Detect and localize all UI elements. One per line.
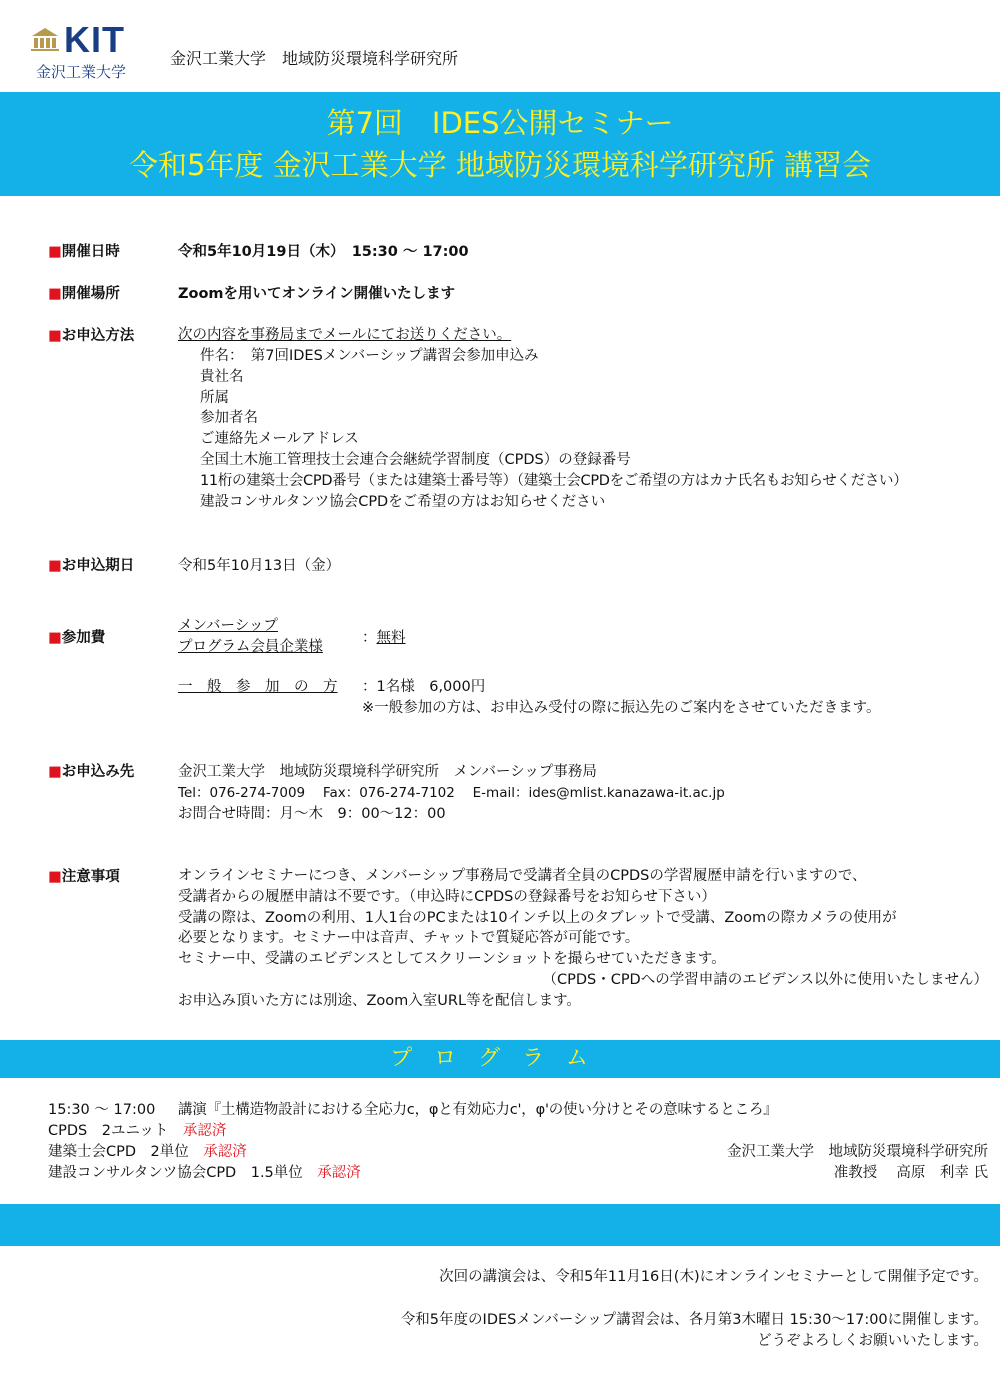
status-badge: 承認済 <box>182 1123 227 1139</box>
deadline-value: 令和5年10月13日（金） <box>178 558 341 574</box>
footer-schedule: 令和5年度のIDESメンバーシップ講習会は、各月第3木曜日 15:30～17:00に開催します。 <box>400 1312 988 1328</box>
seminar-title: 第7回 IDES公開セミナー <box>326 106 674 140</box>
note-line: 受講の際は、Zoomの利用、1人1台のPCまたは10インチ以上のタブレットで受講、Zoomの際カメラの使用が <box>178 909 897 926</box>
kit-emblem-icon <box>30 26 60 52</box>
credit-cpds: CPDS 2ユニット 承認済 <box>48 1123 227 1139</box>
fee-general-label: 一 般 参 加 の 方 <box>178 679 338 695</box>
note-line: オンラインセミナーにつき、メンバーシップ事務局で受講者全員のCPDSの学習履歴申請を行いますので、 <box>178 868 867 884</box>
footer-next: 次回の講演会は、令和5年11月16日(木)にオンラインセミナーとして開催予定です。 <box>439 1269 988 1285</box>
credit-consultants-cpd: 建設コンサルタンツ協会CPD 1.5単位 承認済 <box>48 1165 361 1181</box>
date-value: 令和5年10月19日（木） 15:30 ～ 17:00 <box>178 244 469 260</box>
note-line: 受講者からの履歴申請は不要です。（申込時にCPDSの登録番号をお知らせ下さい） <box>178 888 716 905</box>
header-institute: 金沢工業大学 地域防災環境科学研究所 <box>170 49 459 68</box>
venue-label: ■開催場所 <box>48 286 120 302</box>
speaker-affiliation: 金沢工業大学 地域防災環境科学研究所 <box>727 1144 988 1160</box>
notes-label: ■注意事項 <box>48 869 120 885</box>
deadline-label: ■お申込期日 <box>48 558 135 574</box>
fee-member-value: ：無料 <box>362 630 406 646</box>
list-item: 建設コンサルタンツ協会CPDをご希望の方はお知らせください <box>200 493 606 510</box>
kit-logo <box>28 20 148 84</box>
logo-text: KIT <box>64 19 125 60</box>
apply-method-list <box>200 346 1000 512</box>
list-item: 貴社名 <box>200 368 244 385</box>
note-line: セミナー中、受講のエビデンスとしてスクリーンショットを撮らせていただきます。 <box>178 951 726 968</box>
speaker-name: 准教授 高原 利幸 氏 <box>833 1165 988 1181</box>
fee-member-line1: メンバーシップ <box>178 618 278 634</box>
apply-method-intro: 次の内容を事務局までメールにてお送りください。 <box>178 327 512 343</box>
bottom-bar <box>0 1204 1000 1246</box>
contact-hours: お問合せ時間：月～木 9：00～12：00 <box>178 806 446 822</box>
program-title: プログラム <box>390 1046 610 1071</box>
contact-org: 金沢工業大学 地域防災環境科学研究所 メンバーシップ事務局 <box>178 764 597 780</box>
note-line: （CPDS・CPDへの学習申請のエビデンス以外に使用いたしません） <box>542 971 988 988</box>
fee-label: ■参加費 <box>48 630 106 646</box>
program-time: 15:30 ～ 17:00 <box>48 1102 156 1118</box>
footer-closing: どうぞよろしくお願いいたします。 <box>757 1333 988 1349</box>
venue-value: Zoomを用いてオンライン開催いたします <box>178 286 456 302</box>
list-item: 11桁の建築士会CPD番号（または建築士番号等）（建築士会CPDをご希望の方はカナ氏名もお知らせください） <box>200 472 908 489</box>
date-label: ■開催日時 <box>48 244 120 260</box>
fee-general-value: ：1名様 6,000円 <box>362 679 486 695</box>
status-badge: 承認済 <box>203 1144 247 1160</box>
list-item: 所属 <box>200 389 229 406</box>
logo-subtext: 金沢工業大学 <box>36 63 127 81</box>
status-badge: 承認済 <box>317 1165 361 1181</box>
apply-method-label: ■お申込方法 <box>48 328 135 344</box>
list-item: 全国土木施工管理技士会連合会継続学習制度（CPDS）の登録番号 <box>200 451 631 468</box>
contact-info: Tel：076-274-7009 Fax：076-274-7102 E-mail：ides@mlist.kanazawa-it.ac.jp <box>178 785 725 801</box>
seminar-subtitle: 令和5年度 金沢工業大学 地域防災環境科学研究所 講習会 <box>128 148 872 182</box>
contact-label: ■お申込み先 <box>48 764 135 780</box>
notes-body <box>178 866 988 1012</box>
list-item: ご連絡先メールアドレス <box>200 431 359 448</box>
program-lecture: 講演『土構造物設計における全応力c，φと有効応力c'，φ'の使い分けとその意味するところ』 <box>178 1102 778 1118</box>
list-item: 件名： 第7回IDESメンバーシップ講習会参加申込み <box>200 348 539 364</box>
credit-architect-cpd: 建築士会CPD 2単位 承認済 <box>48 1144 247 1160</box>
note-line: お申込み頂いた方には別途、Zoom入室URL等を配信します。 <box>178 992 581 1009</box>
fee-general-note: ※一般参加の方は、お申込み受付の際に振込先のご案内をさせていただきます。 <box>362 700 881 716</box>
fee-member-line2: プログラム会員企業様 <box>178 639 323 655</box>
list-item: 参加者名 <box>200 410 258 427</box>
note-line: 必要となります。セミナー中は音声、チャットで質疑応答が可能です。 <box>178 930 640 947</box>
